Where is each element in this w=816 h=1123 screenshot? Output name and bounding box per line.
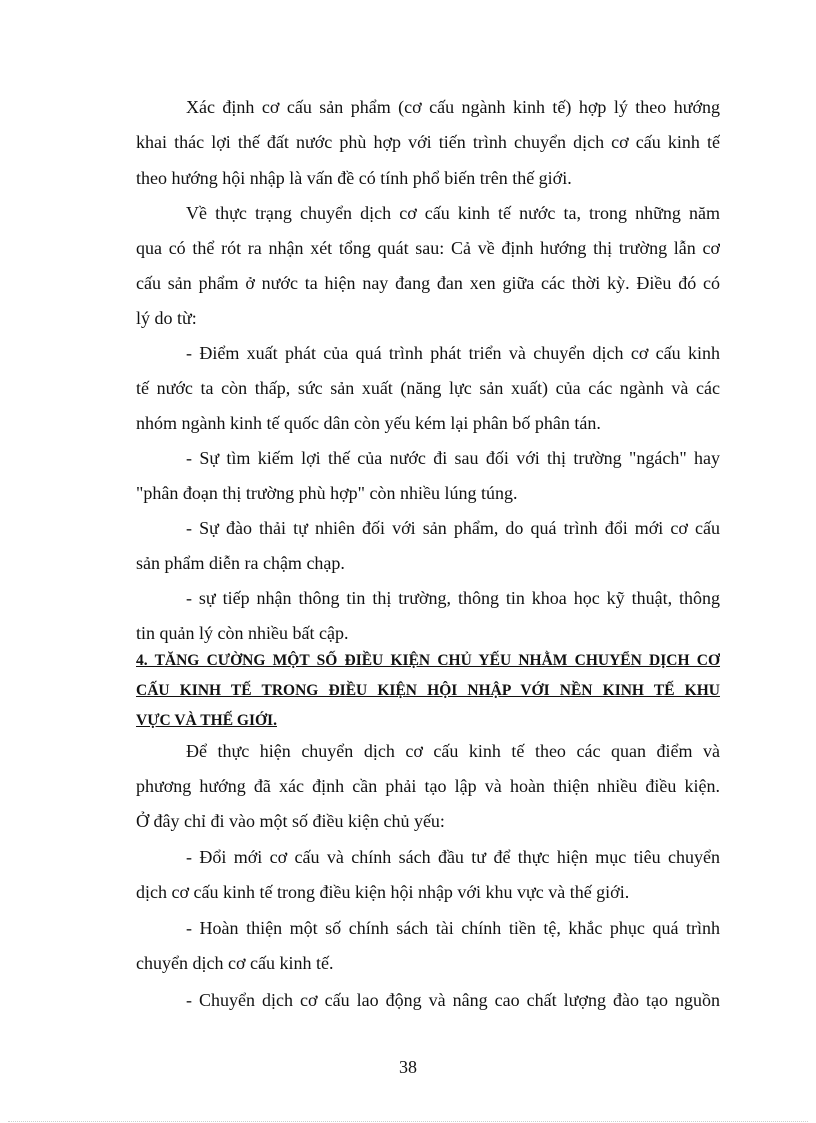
page-bottom-border xyxy=(8,1121,808,1122)
text-line: - Chuyển dịch cơ cấu lao động và nâng cao chất lượng đào tạo nguồn xyxy=(186,990,720,1010)
text-line: sản phẩm diễn ra chậm chạp. xyxy=(136,553,345,573)
text-line: nhóm ngành kinh tế quốc dân còn yếu kém lại phân bố phân tán. xyxy=(136,413,601,433)
section-heading-line: VỰC VÀ THẾ GIỚI. xyxy=(136,712,277,729)
text-line: tế nước ta còn thấp, sức sản xuất (năng lực sản xuất) của các ngành và các xyxy=(136,378,720,398)
text-line: - Sự đào thải tự nhiên đối với sản phẩm, do quá trình đổi mới cơ cấu xyxy=(186,518,720,538)
text-line: dịch cơ cấu kinh tế trong điều kiện hội nhập với khu vực và thế giới. xyxy=(136,882,630,902)
text-line: lý do từ: xyxy=(136,308,197,328)
text-line: - sự tiếp nhận thông tin thị trường, thông tin khoa học kỹ thuật, thông xyxy=(186,588,720,608)
text-line: phương hướng đã xác định cần phải tạo lập và hoàn thiện nhiều điều kiện. xyxy=(136,776,720,796)
text-line: tin quản lý còn nhiều bất cập. xyxy=(136,623,349,643)
text-line: qua có thể rót ra nhận xét tổng quát sau: Cả về định hướng thị trường lẫn cơ xyxy=(136,238,720,258)
text-line: chuyển dịch cơ cấu kinh tế. xyxy=(136,953,334,973)
text-line: Ở đây chỉ đi vào một số điều kiện chủ yếu: xyxy=(136,811,445,831)
text-line: "phân đoạn thị trường phù hợp" còn nhiều lúng túng. xyxy=(136,483,518,503)
text-line: Xác định cơ cấu sản phẩm (cơ cấu ngành kinh tế) hợp lý theo hướng xyxy=(186,97,720,117)
text-line: theo hướng hội nhập là vấn đề có tính phổ biến trên thế giới. xyxy=(136,168,572,188)
text-line: - Đổi mới cơ cấu và chính sách đầu tư để thực hiện mục tiêu chuyển xyxy=(186,847,720,867)
text-line: Để thực hiện chuyển dịch cơ cấu kinh tế theo các quan điểm và xyxy=(186,741,720,761)
section-heading-line: CẤU KINH TẾ TRONG ĐIỀU KIỆN HỘI NHẬP VỚI NỀN KINH TẾ KHU xyxy=(136,682,720,699)
text-line: - Điểm xuất phát của quá trình phát triển và chuyển dịch cơ cấu kinh xyxy=(186,343,720,363)
page-number: 38 xyxy=(399,1057,417,1077)
text-line: khai thác lợi thế đất nước phù hợp với tiến trình chuyển dịch cơ cấu kinh tế xyxy=(136,132,720,152)
text-line: - Sự tìm kiếm lợi thế của nước đi sau đối với thị trường "ngách" hay xyxy=(186,448,720,468)
section-heading-line: 4. TĂNG CƯỜNG MỘT SỐ ĐIỀU KIỆN CHỦ YẾU NHẰM CHUYỂN DỊCH CƠ xyxy=(136,652,720,669)
text-line: - Hoàn thiện một số chính sách tài chính tiền tệ, khắc phục quá trình xyxy=(186,918,720,938)
text-line: Về thực trạng chuyển dịch cơ cấu kinh tế nước ta, trong những năm xyxy=(186,203,720,223)
text-line: cấu sản phẩm ở nước ta hiện nay đang đan xen giữa các thời kỳ. Điều đó có xyxy=(136,273,720,293)
